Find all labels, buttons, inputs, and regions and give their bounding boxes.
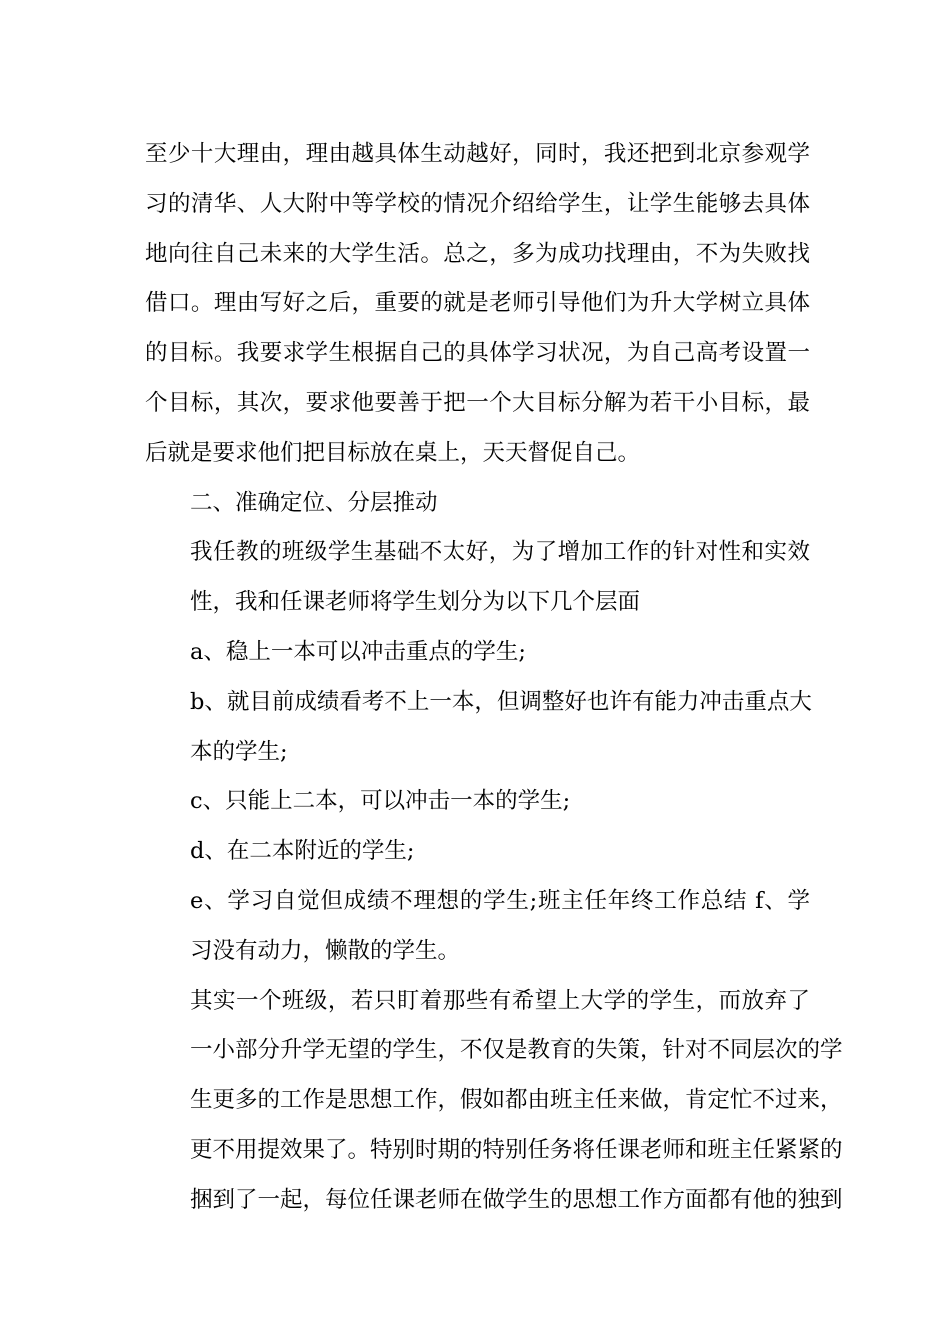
paragraph — [145, 479, 810, 529]
text-line: 习没有动力，懒散的学生。 — [190, 937, 461, 964]
text-line: 后就是要求他们把目标放在桌上，天天督促自己。 — [145, 439, 641, 466]
text-line: 借口。理由写好之后，重要的就是老师引导他们为升大学树立具体 — [145, 290, 810, 317]
text-line: 其实一个班级，若只盯着那些有希望上大学的学生，而放弃了 — [190, 987, 810, 1014]
text-line: e、学习自觉但成绩不理想的学生;班主任年终工作总结 f、学 — [190, 887, 810, 914]
text-line: 个目标，其次，要求他要善于把一个大目标分解为若干小目标，最 — [145, 389, 810, 416]
text-line: d、在二本附近的学生; — [190, 838, 415, 865]
text-line: 捆到了一起，每位任课老师在做学生的思想工作方面都有他的独到 — [190, 1186, 843, 1213]
paragraph — [145, 977, 843, 1226]
text-line: 一小部分升学无望的学生，不仅是教育的失策，针对不同层次的学 — [190, 1037, 843, 1064]
text-line: 我任教的班级学生基础不太好，为了增加工作的针对性和实效 — [190, 539, 810, 566]
text-line: 地向往自己未来的大学生活。总之，多为成功找理由，不为失败找 — [145, 240, 810, 267]
text-line: 性，我和任课老师将学生划分为以下几个层面 — [190, 589, 641, 616]
text-line: 习的清华、人大附中等学校的情况介绍给学生，让学生能够去具体 — [145, 190, 810, 217]
paragraph — [145, 628, 810, 678]
text-line: 更不用提效果了。特别时期的特别任务将任课老师和班主任紧紧的 — [190, 1136, 843, 1163]
text-line: 二、准确定位、分层推动 — [190, 489, 438, 516]
text-line: 本的学生; — [190, 738, 288, 765]
text-line: c、只能上二本，可以冲击一本的学生; — [190, 788, 571, 815]
paragraph — [145, 678, 810, 778]
document-body — [145, 130, 843, 1226]
text-line: 的目标。我要求学生根据自己的具体学习状况，为自己高考设置一 — [145, 340, 810, 367]
text-line: b、就目前成绩看考不上一本，但调整好也许有能力冲击重点大 — [190, 688, 812, 715]
paragraph — [145, 528, 810, 628]
text-line: a、稳上一本可以冲击重点的学生; — [190, 638, 526, 665]
paragraph — [145, 877, 810, 977]
text-line: 生更多的工作是思想工作，假如都由班主任来做，肯定忙不过来， — [190, 1087, 843, 1114]
paragraph — [145, 130, 810, 479]
text-line: 至少十大理由，理由越具体生动越好，同时，我还把到北京参观学 — [145, 141, 810, 167]
paragraph — [145, 827, 810, 877]
paragraph — [145, 777, 810, 827]
